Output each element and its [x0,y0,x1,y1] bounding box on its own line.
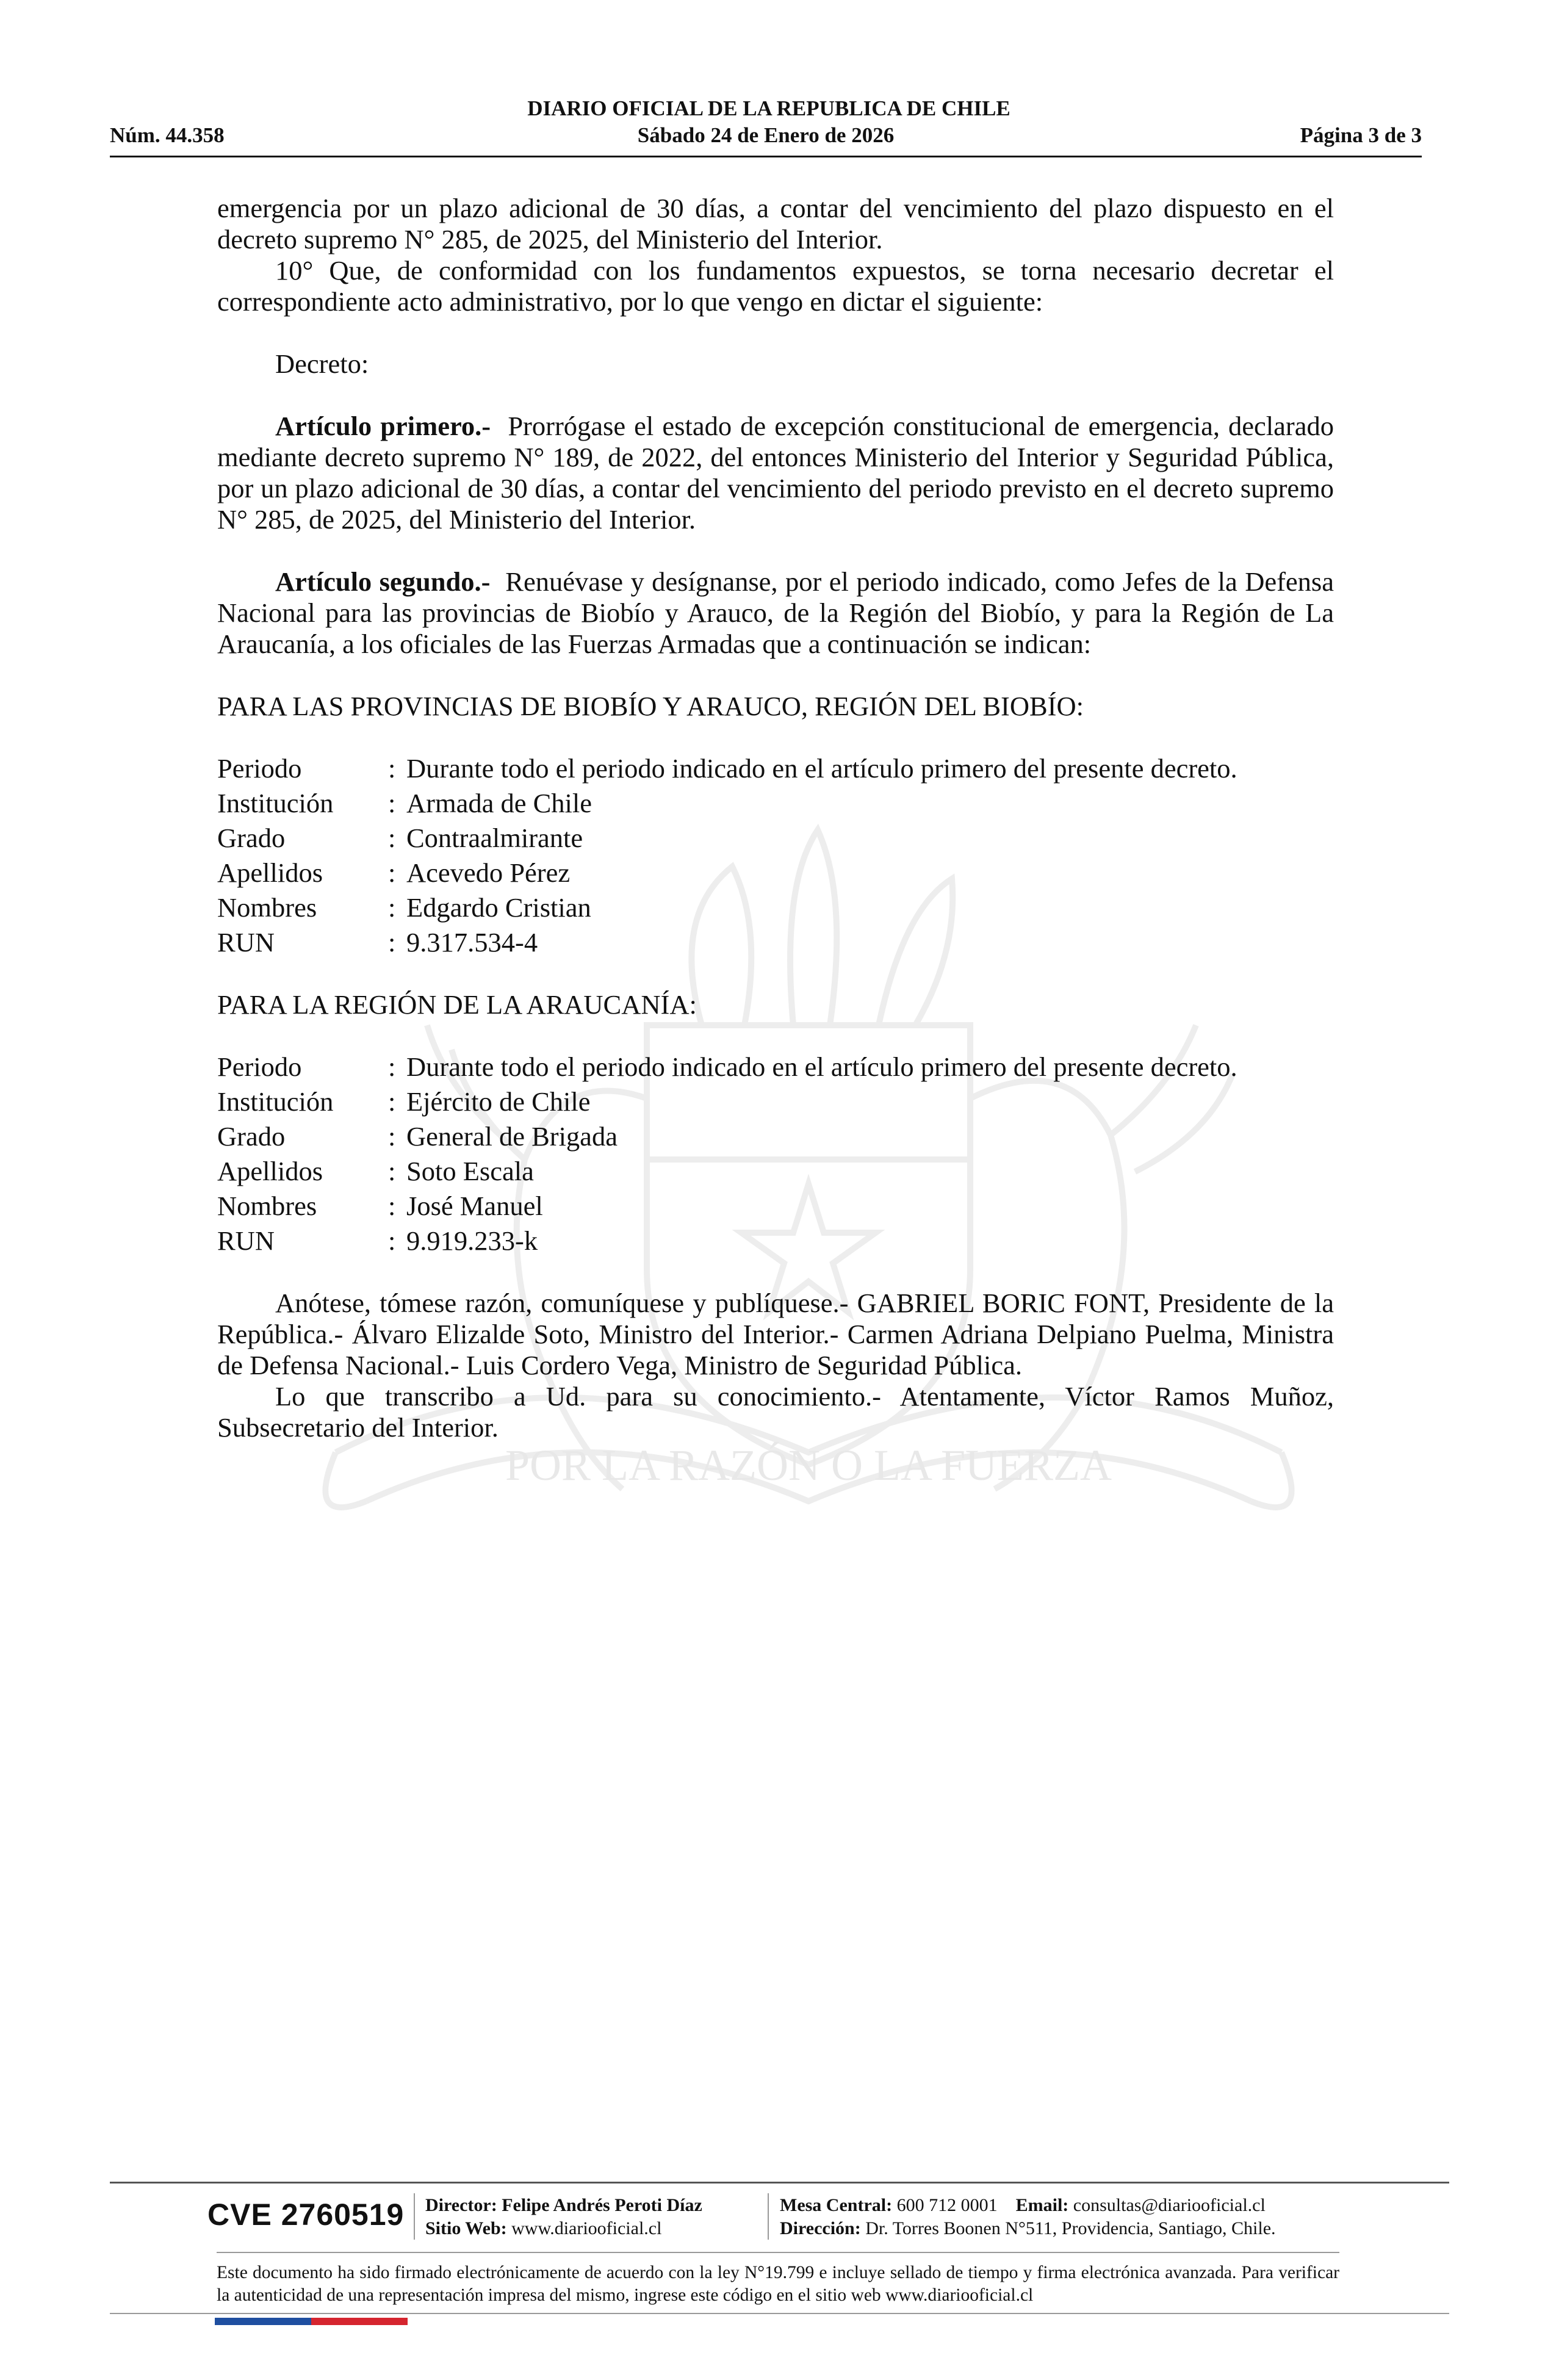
header-row [110,123,1422,150]
flag-blue-segment [215,2318,311,2325]
director-label: Director: [425,2195,497,2215]
field-value: Ejército de Chile [406,1086,591,1117]
address-label: Dirección: [780,2218,861,2238]
email-link[interactable]: consultas@diariooficial.cl [1073,2195,1266,2215]
field-label: Nombres [217,1191,317,1221]
field-value: Contraalmirante [406,823,583,853]
address-value: Dr. Torres Boonen N°511, Providencia, Santiago, Chile. [865,2218,1276,2238]
paragraph-continued: emergencia por un plazo adicional de 30 días, a contar del vencimiento del plazo dispuesto en el decreto supremo N° 285, de 2025, del Ministerio del Interior. [217,193,1334,254]
flag-red-segment [311,2318,408,2325]
field-label: Institución [217,788,334,818]
document-body [217,193,1334,1443]
field-value: Edgardo Cristian [406,892,591,923]
field-label: RUN [217,927,275,957]
closing-signatures: Anótese, tómese razón, comuníquese y publíquese.- GABRIEL BORIC FONT, Presidente de la República.- Álvaro Elizalde Soto, Ministro del Interior.- Carmen Adriana Delpiano Puelma, Ministra de Defensa Nacional.- Luis Cordero Vega, Ministro de Seguridad Pública. [217,1288,1334,1380]
section-araucania-title: PARA LA REGIÓN DE LA ARAUCANÍA: [217,989,697,1020]
footer-divider [110,2182,1449,2183]
field-value: General de Brigada [406,1121,618,1152]
decreto-label: Decreto: [275,348,369,379]
article-first-label: Artículo primero.- [275,411,491,441]
field-label: Apellidos [217,857,323,888]
page-indicator: Página 3 de 3 [1300,123,1422,147]
section-biobio-fields: Periodo : Durante todo el periodo indicado en el artículo primero del presente decreto. Institución : Armada de Chile Grado : Contraalmirante Apellidos : Acevedo Pérez Nombres : Edgardo Cristian RUN : 9.317.534-4 [217,753,1334,958]
field-label: RUN [217,1225,275,1256]
field-value: Armada de Chile [406,788,592,818]
field-value: José Manuel [406,1191,543,1221]
footer-divider-inner [217,2252,1339,2253]
issue-number: Núm. 44.358 [110,123,225,147]
field-label: Apellidos [217,1156,323,1186]
flag-stripe [215,2318,408,2325]
footer-contact-block [780,2194,1276,2240]
article-first-text: Prorrógase el estado de excepción constitucional de emergencia, declarado mediante decreto supremo N° 189, de 2022, del entonces Ministerio del Interior y Seguridad Pública, por un plazo adicional de 30 días, a contar del vencimiento del periodo previsto en el decreto supremo N° 285, de 2025, del Ministerio del Interior. [217,411,1334,535]
field-label: Grado [217,1121,286,1152]
header-divider [110,156,1422,157]
email-label: Email: [1015,2195,1069,2215]
legal-notice: Este documento ha sido firmado electrónicamente de acuerdo con la ley N°19.799 e incluye sellado de tiempo y firma electrónica avanzada. Para verificar la autenticidad de una representación impresa del mismo, ingrese este código en el sitio web www.diariooficial.cl [217,2263,1339,2305]
footer-divider-bottom [110,2313,1449,2314]
site-label: Sitio Web: [425,2218,507,2238]
field-label: Periodo [217,1051,302,1082]
footer-director-block [425,2194,702,2240]
article-second-label: Artículo segundo.- [275,566,491,597]
closing-transcription: Lo que transcribo a Ud. para su conocimiento.- Atentamente, Víctor Ramos Muñoz, Subsecretario del Interior. [217,1381,1334,1443]
article-second-text: Renuévase y desígnanse, por el periodo indicado, como Jefes de la Defensa Nacional para las provincias de Biobío y Arauco, de la Región del Biobío, y para la Región de La Araucanía, a los oficiales de las Fuerzas Armadas que a continuación se indican: [217,566,1334,659]
mesa-value: 600 712 0001 [896,2195,998,2215]
field-label: Institución [217,1086,334,1117]
field-value: Acevedo Pérez [406,857,571,888]
gazette-title: DIARIO OFICIAL DE LA REPUBLICA DE CHILE [527,96,1010,120]
field-label: Periodo [217,753,302,784]
field-value: Soto Escala [406,1156,534,1186]
watermark-motto: POR LA RAZÓN O LA FUERZA [505,1441,1112,1490]
cve-code: CVE 2760519 [207,2198,405,2232]
paragraph-10: 10° Que, de conformidad con los fundamentos expuestos, se torna necesario decretar el correspondiente acto administrativo, por lo que vengo en dictar el siguiente: [217,255,1334,317]
director-name: Felipe Andrés Peroti Díaz [502,2195,702,2215]
footer-separator [768,2193,769,2240]
section-biobio-title: PARA LAS PROVINCIAS DE BIOBÍO Y ARAUCO, REGIÓN DEL BIOBÍO: [217,691,1084,721]
article-second [217,566,1334,660]
field-value: Durante todo el periodo indicado en el artículo primero del presente decreto. [406,1051,1237,1082]
article-first [217,411,1334,535]
field-value: Durante todo el periodo indicado en el artículo primero del presente decreto. [406,753,1237,784]
field-label: Nombres [217,892,317,923]
mesa-label: Mesa Central: [780,2195,893,2215]
section-araucania-fields: Periodo : Durante todo el periodo indicado en el artículo primero del presente decreto. Institución : Ejército de Chile Grado : General de Brigada Apellidos : Soto Escala Nombres : José Manuel RUN : 9.919.233-k [217,1051,1334,1257]
issue-date: Sábado 24 de Enero de 2026 [637,123,895,147]
field-value: 9.919.233-k [406,1225,538,1256]
field-value: 9.317.534-4 [406,927,538,957]
field-label: Grado [217,823,286,853]
site-link[interactable]: www.diariooficial.cl [511,2218,662,2238]
footer-separator [414,2193,415,2240]
